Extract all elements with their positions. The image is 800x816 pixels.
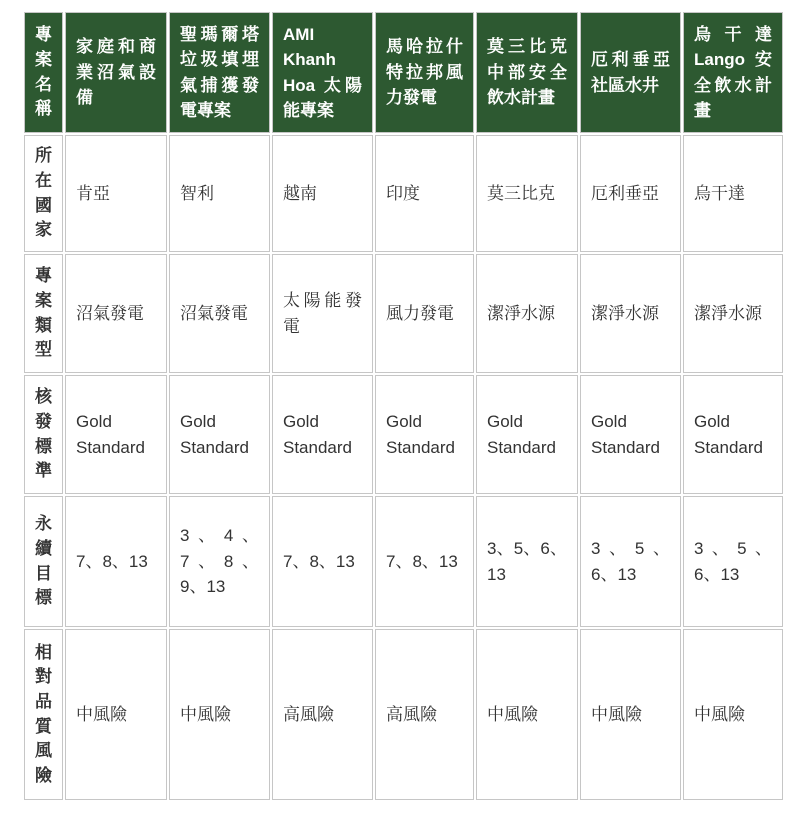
risk-cell: 高風險 — [272, 629, 373, 800]
standard-row — [24, 375, 783, 494]
standard-cell: Gold Standard — [65, 375, 167, 494]
type-cell: 潔淨水源 — [580, 254, 681, 373]
standard-cell: Gold Standard — [375, 375, 474, 494]
type-cell: 潔淨水源 — [683, 254, 783, 373]
sdg-row — [24, 496, 783, 627]
projects-comparison-table — [22, 10, 785, 802]
risk-cell: 中風險 — [169, 629, 270, 800]
standard-cell: Gold Standard — [580, 375, 681, 494]
risk-cell: 中風險 — [65, 629, 167, 800]
type-cell: 太陽能發電 — [272, 254, 373, 373]
project-header-cell: 家庭和商業沼氣設備 — [65, 12, 167, 133]
country-cell: 肯亞 — [65, 135, 167, 252]
project-header-cell: 聖瑪爾塔垃圾填埋氣捕獲發電專案 — [169, 12, 270, 133]
row-label-type: 專案類型 — [24, 254, 63, 373]
country-cell: 莫三比克 — [476, 135, 578, 252]
risk-cell: 中風險 — [580, 629, 681, 800]
standard-cell: Gold Standard — [476, 375, 578, 494]
risk-cell: 中風險 — [683, 629, 783, 800]
country-cell: 智利 — [169, 135, 270, 252]
corner-header-cell: 專案名稱 — [24, 12, 63, 133]
type-cell: 風力發電 — [375, 254, 474, 373]
sdg-cell: 7、8、13 — [375, 496, 474, 627]
country-cell: 越南 — [272, 135, 373, 252]
sdg-cell: 3、5、6、13 — [476, 496, 578, 627]
project-header-cell: AMI Khanh Hoa 太陽能專案 — [272, 12, 373, 133]
standard-cell: Gold Standard — [683, 375, 783, 494]
row-label-risk: 相對品質風險 — [24, 629, 63, 800]
country-row — [24, 135, 783, 252]
type-cell: 沼氣發電 — [65, 254, 167, 373]
country-cell: 印度 — [375, 135, 474, 252]
country-cell: 烏干達 — [683, 135, 783, 252]
risk-row — [24, 629, 783, 800]
sdg-cell: 7、8、13 — [272, 496, 373, 627]
project-header-cell: 馬哈拉什特拉邦風力發電 — [375, 12, 474, 133]
row-label-sdgs: 永續目標 — [24, 496, 63, 627]
sdg-cell: 3、5、6、13 — [580, 496, 681, 627]
risk-cell: 高風險 — [375, 629, 474, 800]
sdg-cell: 7、8、13 — [65, 496, 167, 627]
type-cell: 潔淨水源 — [476, 254, 578, 373]
row-label-country: 所在國家 — [24, 135, 63, 252]
project-header-cell: 烏干達 Lango 安全飲水計畫 — [683, 12, 783, 133]
standard-cell: Gold Standard — [272, 375, 373, 494]
row-label-standard: 核發標準 — [24, 375, 63, 494]
risk-cell: 中風險 — [476, 629, 578, 800]
project-header-cell: 厄利垂亞社區水井 — [580, 12, 681, 133]
project-header-cell: 莫三比克中部安全飲水計畫 — [476, 12, 578, 133]
type-cell: 沼氣發電 — [169, 254, 270, 373]
country-cell: 厄利垂亞 — [580, 135, 681, 252]
standard-cell: Gold Standard — [169, 375, 270, 494]
sdg-cell: 3、5、6、13 — [683, 496, 783, 627]
type-row — [24, 254, 783, 373]
sdg-cell: 3、4、7、8、9、13 — [169, 496, 270, 627]
header-row — [24, 12, 783, 133]
